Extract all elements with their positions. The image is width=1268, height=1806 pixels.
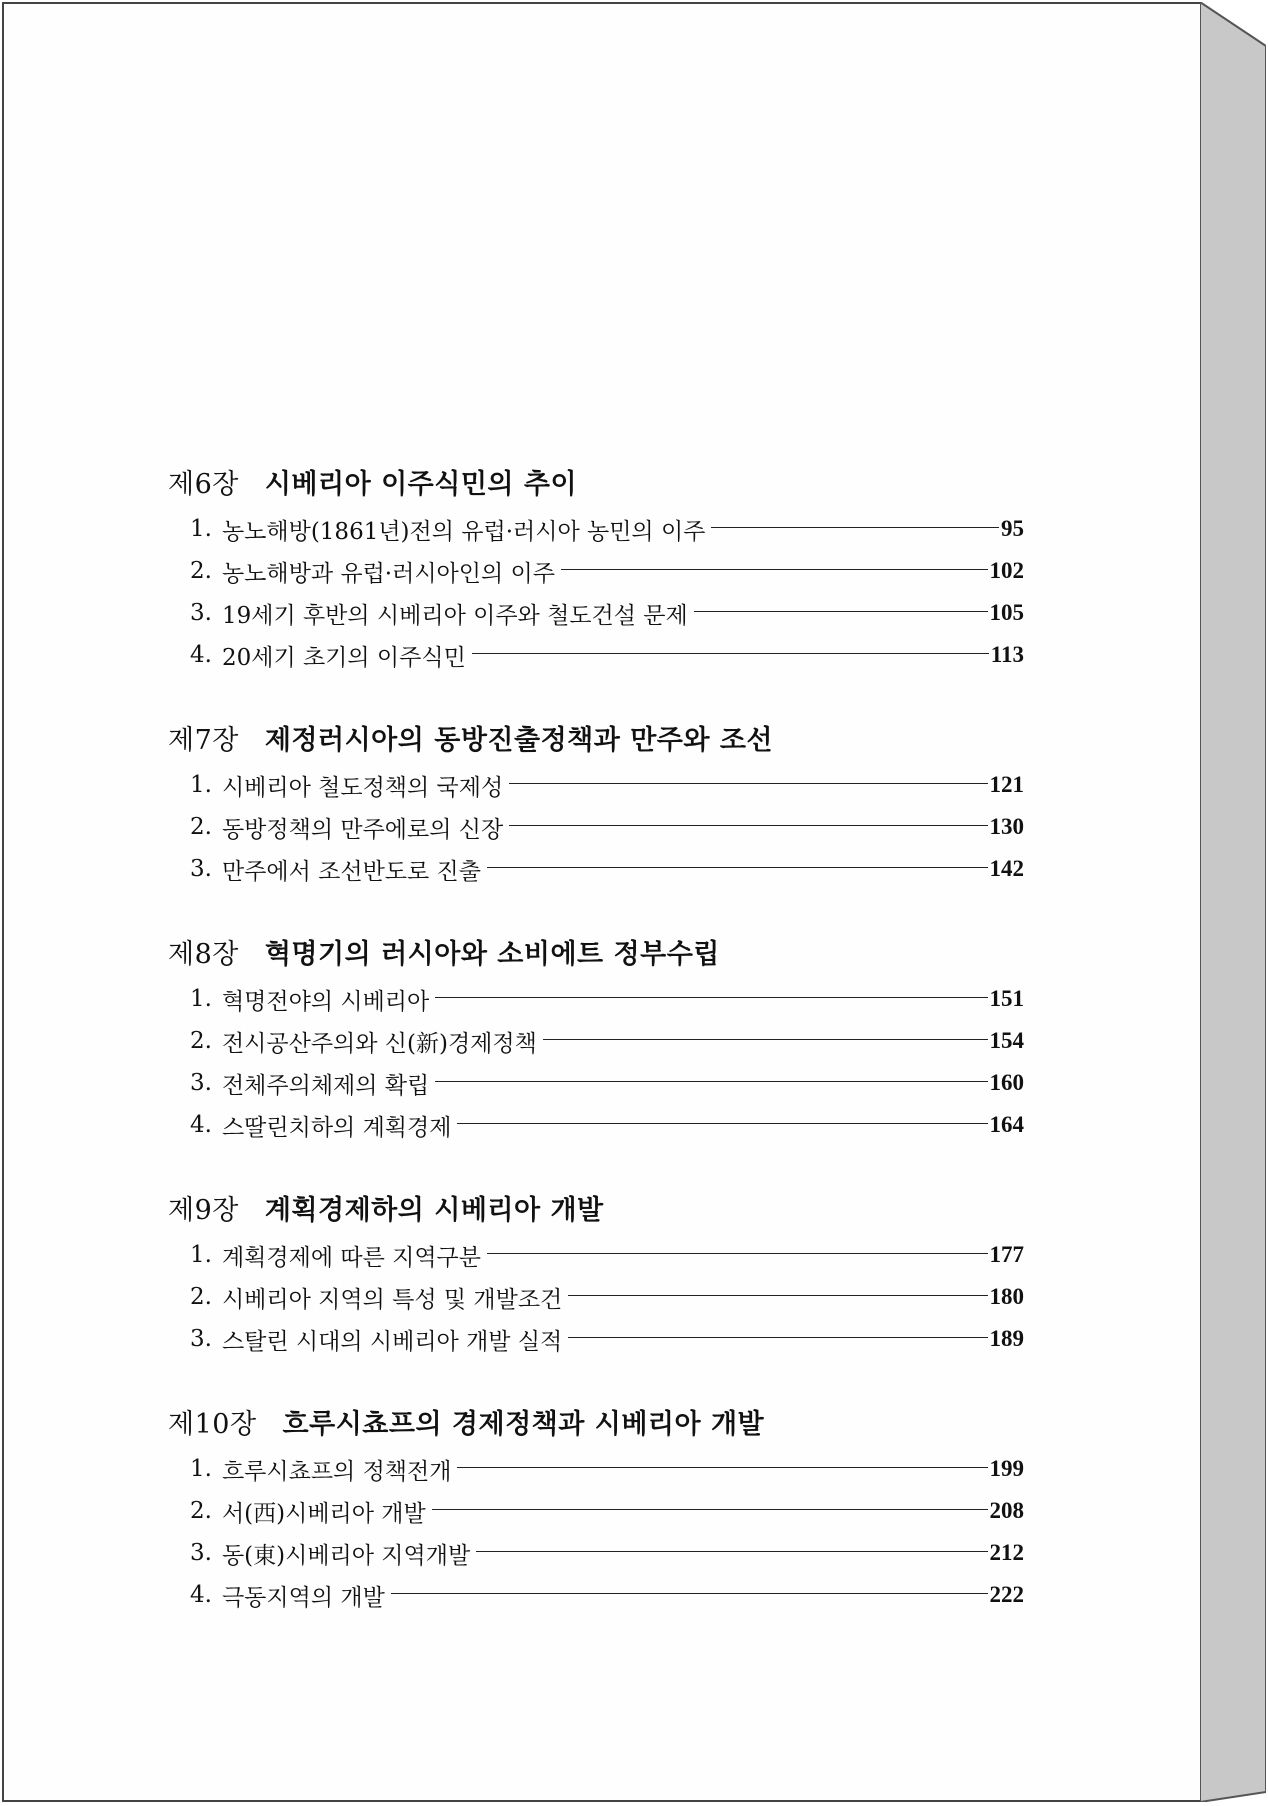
page-edge-shadow xyxy=(1200,2,1266,1802)
entry-title: 동방정책의 만주에로의 신장 xyxy=(221,816,504,843)
leader-line xyxy=(432,1509,988,1510)
entry-number: 1. xyxy=(190,772,212,798)
toc-entry xyxy=(168,508,1024,550)
toc-entry xyxy=(168,1490,1024,1532)
entry-title: 전체주의체제의 확립 xyxy=(221,1072,430,1099)
entry-number: 1. xyxy=(190,1242,212,1268)
entry-number: 2. xyxy=(190,814,212,840)
entry-page: 199 xyxy=(989,1456,1024,1481)
entry-page: 121 xyxy=(989,772,1024,797)
toc-entry xyxy=(168,1318,1024,1360)
chapter-heading: 계획경제하의 시베리아 개발 xyxy=(264,1195,604,1226)
chapter-heading: 제정러시아의 동방진출정책과 만주와 조선 xyxy=(264,725,774,756)
entry-page: 160 xyxy=(989,1070,1024,1095)
chapter-title xyxy=(168,718,1024,764)
leader-line xyxy=(457,1123,987,1124)
leader-line xyxy=(476,1551,987,1552)
entry-page: 130 xyxy=(989,814,1024,839)
entry-number: 3. xyxy=(190,600,212,626)
entry-title: 동(東)시베리아 지역개발 xyxy=(221,1542,471,1569)
entry-page: 142 xyxy=(989,856,1024,881)
entry-title: 만주에서 조선반도로 진출 xyxy=(221,858,481,885)
toc-entry xyxy=(168,1062,1024,1104)
chapter-8 xyxy=(168,932,1024,1146)
entry-title: 서(西)시베리아 개발 xyxy=(221,1500,426,1527)
leader-line xyxy=(435,1081,987,1082)
toc-entry xyxy=(168,806,1024,848)
entry-number: 1. xyxy=(190,516,212,542)
entry-page: 105 xyxy=(989,600,1024,625)
chapter-title xyxy=(168,462,1024,508)
entry-title: 흐루시쵸프의 정책전개 xyxy=(221,1458,452,1485)
entry-page: 102 xyxy=(989,558,1024,583)
entry-number: 1. xyxy=(190,1456,212,1482)
toc-entry xyxy=(168,1104,1024,1146)
entry-page: 95 xyxy=(1001,516,1024,541)
entry-page: 164 xyxy=(989,1112,1024,1137)
entry-title: 스탈린 시대의 시베리아 개발 실적 xyxy=(221,1328,563,1355)
entry-title: 농노해방(1861년)전의 유럽·러시아 농민의 이주 xyxy=(221,518,706,545)
leader-line xyxy=(435,997,987,998)
chapter-6 xyxy=(168,462,1024,676)
chapter-number: 제9장 xyxy=(168,1195,239,1226)
toc-entry xyxy=(168,764,1024,806)
chapter-title xyxy=(168,932,1024,978)
toc-entry xyxy=(168,1448,1024,1490)
leader-line xyxy=(568,1295,987,1296)
leader-line xyxy=(711,527,999,528)
leader-line xyxy=(457,1467,987,1468)
leader-line xyxy=(694,611,988,612)
chapter-7 xyxy=(168,718,1024,890)
chapter-heading: 시베리아 이주식민의 추이 xyxy=(264,469,578,500)
entry-number: 3. xyxy=(190,1540,212,1566)
chapter-10 xyxy=(168,1402,1024,1616)
entry-page: 212 xyxy=(989,1540,1024,1565)
leader-line xyxy=(472,653,989,654)
entry-page: 208 xyxy=(989,1498,1024,1523)
toc-entry xyxy=(168,1276,1024,1318)
chapter-title xyxy=(168,1402,1024,1448)
entry-title: 시베리아 철도정책의 국제성 xyxy=(221,774,504,801)
entry-page: 151 xyxy=(989,986,1024,1011)
entry-number: 2. xyxy=(190,1498,212,1524)
entry-number: 2. xyxy=(190,1284,212,1310)
chapter-number: 제10장 xyxy=(168,1409,257,1440)
toc-entry xyxy=(168,978,1024,1020)
entry-number: 3. xyxy=(190,1326,212,1352)
entry-title: 시베리아 지역의 특성 및 개발조건 xyxy=(221,1286,563,1313)
toc-entry xyxy=(168,634,1024,676)
entry-page: 189 xyxy=(989,1326,1024,1351)
leader-line xyxy=(561,569,988,570)
chapter-heading: 흐루시쵸프의 경제정책과 시베리아 개발 xyxy=(282,1409,765,1440)
entry-title: 전시공산주의와 신(新)경제정책 xyxy=(221,1030,537,1057)
toc-entry xyxy=(168,1234,1024,1276)
table-of-contents xyxy=(168,462,1024,1616)
entry-title: 20세기 초기의 이주식민 xyxy=(221,644,466,671)
entry-page: 154 xyxy=(989,1028,1024,1053)
entry-number: 2. xyxy=(190,1028,212,1054)
toc-entry xyxy=(168,550,1024,592)
leader-line xyxy=(509,825,987,826)
entry-number: 4. xyxy=(190,1582,212,1608)
entry-page: 113 xyxy=(990,642,1024,667)
leader-line xyxy=(543,1039,988,1040)
entry-number: 3. xyxy=(190,1070,212,1096)
entry-title: 스딸린치하의 계획경제 xyxy=(221,1114,452,1141)
chapter-heading: 혁명기의 러시아와 소비에트 정부수립 xyxy=(264,939,720,970)
entry-title: 19세기 후반의 시베리아 이주와 철도건설 문제 xyxy=(221,602,688,629)
entry-number: 4. xyxy=(190,642,212,668)
entry-title: 농노해방과 유럽·러시아인의 이주 xyxy=(221,560,555,587)
entry-page: 222 xyxy=(989,1582,1024,1607)
toc-entry xyxy=(168,848,1024,890)
leader-line xyxy=(568,1337,987,1338)
toc-entry xyxy=(168,592,1024,634)
chapter-number: 제8장 xyxy=(168,939,239,970)
toc-entry xyxy=(168,1532,1024,1574)
entry-title: 극동지역의 개발 xyxy=(221,1584,385,1611)
entry-title: 계획경제에 따른 지역구분 xyxy=(221,1244,481,1271)
entry-number: 2. xyxy=(190,558,212,584)
leader-line xyxy=(487,867,988,868)
entry-title: 혁명전야의 시베리아 xyxy=(221,988,430,1015)
entry-number: 4. xyxy=(190,1112,212,1138)
entry-number: 3. xyxy=(190,856,212,882)
leader-line xyxy=(391,1593,988,1594)
chapter-number: 제7장 xyxy=(168,725,239,756)
leader-line xyxy=(509,783,987,784)
chapter-9 xyxy=(168,1188,1024,1360)
chapter-number: 제6장 xyxy=(168,469,239,500)
toc-entry xyxy=(168,1020,1024,1062)
leader-line xyxy=(487,1253,988,1254)
toc-entry xyxy=(168,1574,1024,1616)
chapter-title xyxy=(168,1188,1024,1234)
entry-number: 1. xyxy=(190,986,212,1012)
entry-page: 180 xyxy=(989,1284,1024,1309)
entry-page: 177 xyxy=(989,1242,1024,1267)
